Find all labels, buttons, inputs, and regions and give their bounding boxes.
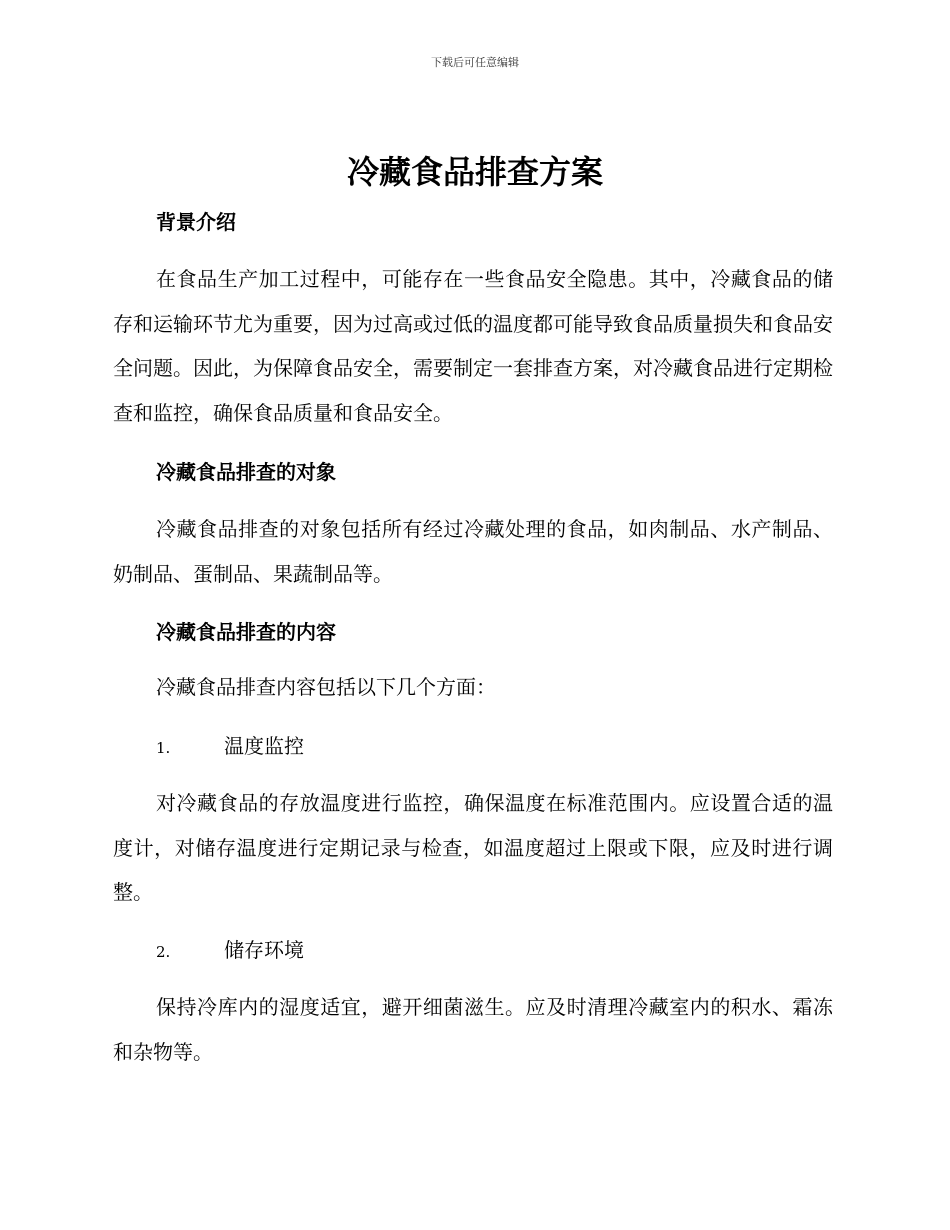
header-note: 下载后可任意编辑 — [431, 56, 519, 69]
paragraph-temperature: 对冷藏食品的存放温度进行监控，确保温度在标准范围内。应设置合适的温度计，对储存温度进行定期记录与检查，如温度超过上限或下限，应及时进行调整。 — [113, 791, 833, 904]
document-title: 冷藏食品排查方案 — [346, 153, 603, 191]
list-label: 温度监控 — [224, 734, 304, 758]
list-item-storage — [156, 936, 304, 966]
list-label: 储存环境 — [224, 938, 304, 962]
section-heading-background: 背景介绍 — [156, 210, 236, 234]
paragraph-background: 在食品生产加工过程中，可能存在一些食品安全隐患。其中，冷藏食品的储存和运输环节尤为重要，因为过高或过低的温度都可能导致食品质量损失和食品安全问题。因此，为保障食品安全，需要制定一套排查方案，对冷藏食品进行定期检查和监控，确保食品质量和食品安全。 — [113, 267, 833, 425]
paragraph-objects: 冷藏食品排查的对象包括所有经过冷藏处理的食品，如肉制品、水产制品、奶制品、蛋制品、果蔬制品等。 — [113, 517, 833, 586]
paragraph-content-intro: 冷藏食品排查内容包括以下几个方面： — [156, 675, 496, 699]
list-item-temperature — [156, 732, 304, 762]
list-number: 1. — [156, 739, 171, 757]
paragraph-storage: 保持冷库内的湿度适宜，避开细菌滋生。应及时清理冷藏室内的积水、霜冻和杂物等。 — [113, 995, 833, 1064]
list-number: 2. — [156, 943, 171, 961]
section-heading-objects: 冷藏食品排查的对象 — [156, 460, 336, 484]
section-heading-content: 冷藏食品排查的内容 — [156, 620, 336, 644]
